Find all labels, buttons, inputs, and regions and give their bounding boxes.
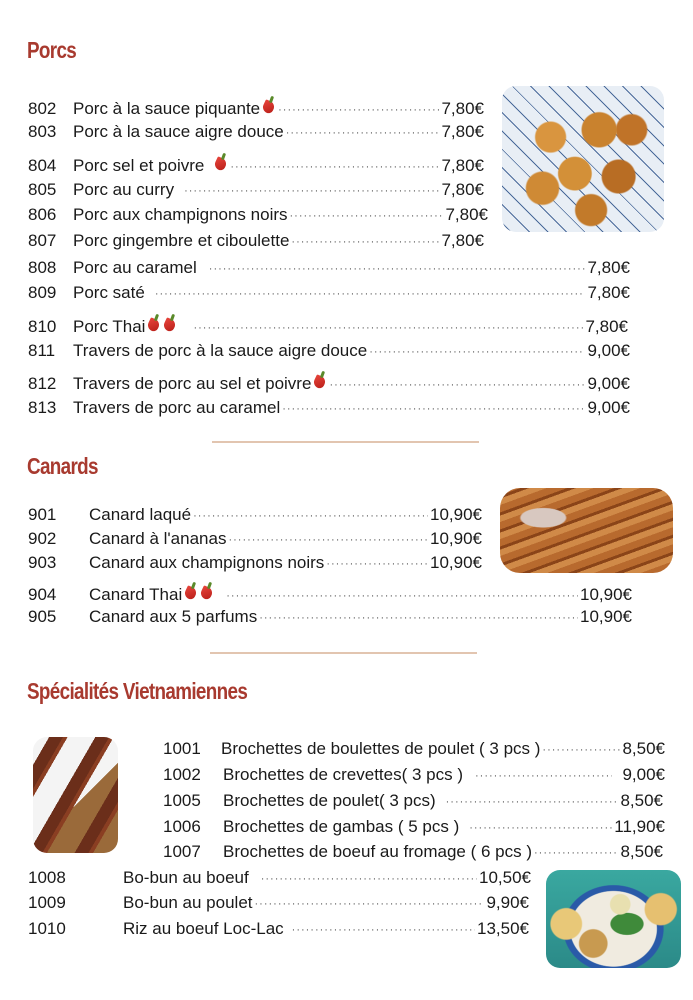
item-name: Porc sel et poivre xyxy=(73,156,205,175)
item-price: 11,90€ xyxy=(614,817,665,836)
section-divider xyxy=(210,652,477,654)
item-price: 8,50€ xyxy=(622,739,665,758)
item-name: Brochettes de crevettes( 3 pcs ) xyxy=(223,765,463,784)
item-price: 10,90€ xyxy=(430,505,482,524)
menu-item xyxy=(28,371,630,396)
menu-item xyxy=(28,258,630,280)
item-number: 804 xyxy=(28,156,57,175)
dot-leader xyxy=(209,259,586,279)
menu-item xyxy=(28,529,482,551)
item-price: 13,50€ xyxy=(477,919,529,938)
duck-dish-photo xyxy=(500,488,673,573)
dot-leader xyxy=(369,342,585,362)
item-number: 811 xyxy=(28,341,56,360)
item-number: 1002 xyxy=(163,765,201,784)
dot-leader xyxy=(184,181,439,201)
item-name: Canard aux champignons noirs xyxy=(89,553,325,572)
dot-leader xyxy=(278,100,439,120)
dot-leader xyxy=(329,375,585,395)
menu-item xyxy=(28,96,484,121)
item-name: Canard laqué xyxy=(89,505,192,524)
item-number: 809 xyxy=(28,283,57,302)
dot-leader xyxy=(290,206,444,226)
item-price: 9,90€ xyxy=(486,893,529,912)
menu-item xyxy=(28,231,484,253)
item-price: 7,80€ xyxy=(441,122,484,141)
item-price: 7,80€ xyxy=(441,180,484,199)
item-price: 7,80€ xyxy=(441,231,484,250)
item-name: Porc saté xyxy=(73,283,145,302)
dot-leader xyxy=(326,554,428,574)
dot-leader xyxy=(469,818,612,838)
menu-item xyxy=(163,739,665,761)
menu-item xyxy=(163,842,663,864)
item-name: Brochettes de boulettes de poulet ( 3 pcs ) xyxy=(221,739,541,758)
item-number: 803 xyxy=(28,122,57,141)
dot-leader xyxy=(259,608,578,628)
chili-icon xyxy=(200,582,214,600)
dot-leader xyxy=(286,123,440,143)
dot-leader xyxy=(261,869,477,889)
item-number: 805 xyxy=(28,180,57,199)
dot-leader xyxy=(230,157,439,177)
menu-item xyxy=(28,122,484,144)
item-price: 10,90€ xyxy=(580,585,632,604)
item-number: 904 xyxy=(28,585,57,604)
dot-leader xyxy=(228,530,428,550)
item-price: 9,00€ xyxy=(587,341,630,360)
menu-item xyxy=(28,341,630,363)
item-name: Travers de porc au caramel xyxy=(73,398,281,417)
menu-item xyxy=(163,817,665,839)
item-name: Travers de porc au sel et poivre xyxy=(73,374,312,393)
item-number: 1007 xyxy=(163,842,201,861)
item-name: Canard à l'ananas xyxy=(89,529,227,548)
item-name: Porc au caramel xyxy=(73,258,197,277)
item-price: 7,80€ xyxy=(441,156,484,175)
item-name: Riz au boeuf Loc-Lac xyxy=(123,919,284,938)
chili-icon xyxy=(214,153,228,171)
chili-icon xyxy=(313,371,327,389)
dot-leader xyxy=(446,792,619,812)
item-number: 807 xyxy=(28,231,57,250)
item-price: 10,90€ xyxy=(580,607,632,626)
item-price: 7,80€ xyxy=(585,317,628,336)
menu-item xyxy=(163,791,663,813)
item-name: Brochettes de boeuf au fromage ( 6 pcs ) xyxy=(223,842,533,861)
item-number: 802 xyxy=(28,99,57,118)
dot-leader xyxy=(291,232,439,252)
section-title-porcs: Porcs xyxy=(27,37,77,63)
menu-item xyxy=(28,553,482,575)
item-number: 813 xyxy=(28,398,57,417)
menu-item xyxy=(28,582,632,607)
item-number: 1008 xyxy=(28,868,66,887)
chili-icon xyxy=(262,96,276,114)
item-number: 810 xyxy=(28,317,57,336)
item-name: Porc aux champignons noirs xyxy=(73,205,288,224)
item-price: 9,00€ xyxy=(622,765,665,784)
dot-leader xyxy=(193,506,428,526)
item-number: 1001 xyxy=(163,739,201,758)
item-number: 905 xyxy=(28,607,57,626)
item-name: Brochettes de gambas ( 5 pcs ) xyxy=(223,817,460,836)
menu-item xyxy=(28,398,630,420)
menu-item xyxy=(28,893,529,915)
item-name: Porc au curry xyxy=(73,180,175,199)
section-divider xyxy=(212,441,479,443)
dot-leader xyxy=(155,284,586,304)
menu-item xyxy=(28,919,529,941)
menu-item xyxy=(28,505,482,527)
menu-item xyxy=(28,153,484,178)
dot-leader xyxy=(226,586,578,606)
item-price: 7,80€ xyxy=(441,99,484,118)
menu-item xyxy=(28,283,630,305)
item-number: 903 xyxy=(28,553,57,572)
item-price: 8,50€ xyxy=(620,791,663,810)
item-name: Porc à la sauce piquante xyxy=(73,99,261,118)
menu-item xyxy=(28,868,531,890)
chili-icon xyxy=(147,314,161,332)
item-name: Porc à la sauce aigre douce xyxy=(73,122,284,141)
menu-item xyxy=(163,765,665,787)
chili-icon xyxy=(163,314,177,332)
item-price: 9,00€ xyxy=(587,374,630,393)
item-number: 806 xyxy=(28,205,57,224)
chili-icon xyxy=(184,582,198,600)
dot-leader xyxy=(292,920,475,940)
menu-item xyxy=(28,607,632,629)
item-name: Brochettes de poulet( 3 pcs) xyxy=(223,791,436,810)
menu-item xyxy=(28,180,484,202)
item-name: Porc gingembre et ciboulette xyxy=(73,231,290,250)
skewer-dish-photo xyxy=(33,737,118,853)
menu-item xyxy=(28,205,488,227)
item-name: Porc Thai xyxy=(73,317,146,336)
item-number: 812 xyxy=(28,374,57,393)
dot-leader xyxy=(255,894,485,914)
section-title-vietnam: Spécialités Vietnamiennes xyxy=(27,678,248,704)
item-name: Canard Thai xyxy=(89,585,183,604)
item-name: Bo-bun au boeuf xyxy=(123,868,249,887)
item-number: 1005 xyxy=(163,791,201,810)
dot-leader xyxy=(542,740,620,760)
item-price: 7,80€ xyxy=(587,283,630,302)
dot-leader xyxy=(193,318,583,338)
item-number: 1009 xyxy=(28,893,66,912)
section-title-canards: Canards xyxy=(27,453,98,479)
item-number: 808 xyxy=(28,258,57,277)
item-number: 1010 xyxy=(28,919,66,938)
menu-item xyxy=(28,314,628,339)
item-price: 7,80€ xyxy=(445,205,488,224)
item-price: 10,50€ xyxy=(479,868,531,887)
bobun-dish-photo xyxy=(546,870,681,968)
item-name: Bo-bun au poulet xyxy=(123,893,253,912)
item-number: 1006 xyxy=(163,817,201,836)
dot-leader xyxy=(475,766,612,786)
item-price: 10,90€ xyxy=(430,553,482,572)
dot-leader xyxy=(534,843,618,863)
item-number: 902 xyxy=(28,529,57,548)
item-name: Travers de porc à la sauce aigre douce xyxy=(73,341,368,360)
item-price: 7,80€ xyxy=(587,258,630,277)
pork-dish-photo xyxy=(502,86,664,232)
item-number: 901 xyxy=(28,505,57,524)
item-price: 10,90€ xyxy=(430,529,482,548)
item-price: 8,50€ xyxy=(620,842,663,861)
dot-leader xyxy=(282,399,585,419)
item-name: Canard aux 5 parfums xyxy=(89,607,258,626)
item-price: 9,00€ xyxy=(587,398,630,417)
